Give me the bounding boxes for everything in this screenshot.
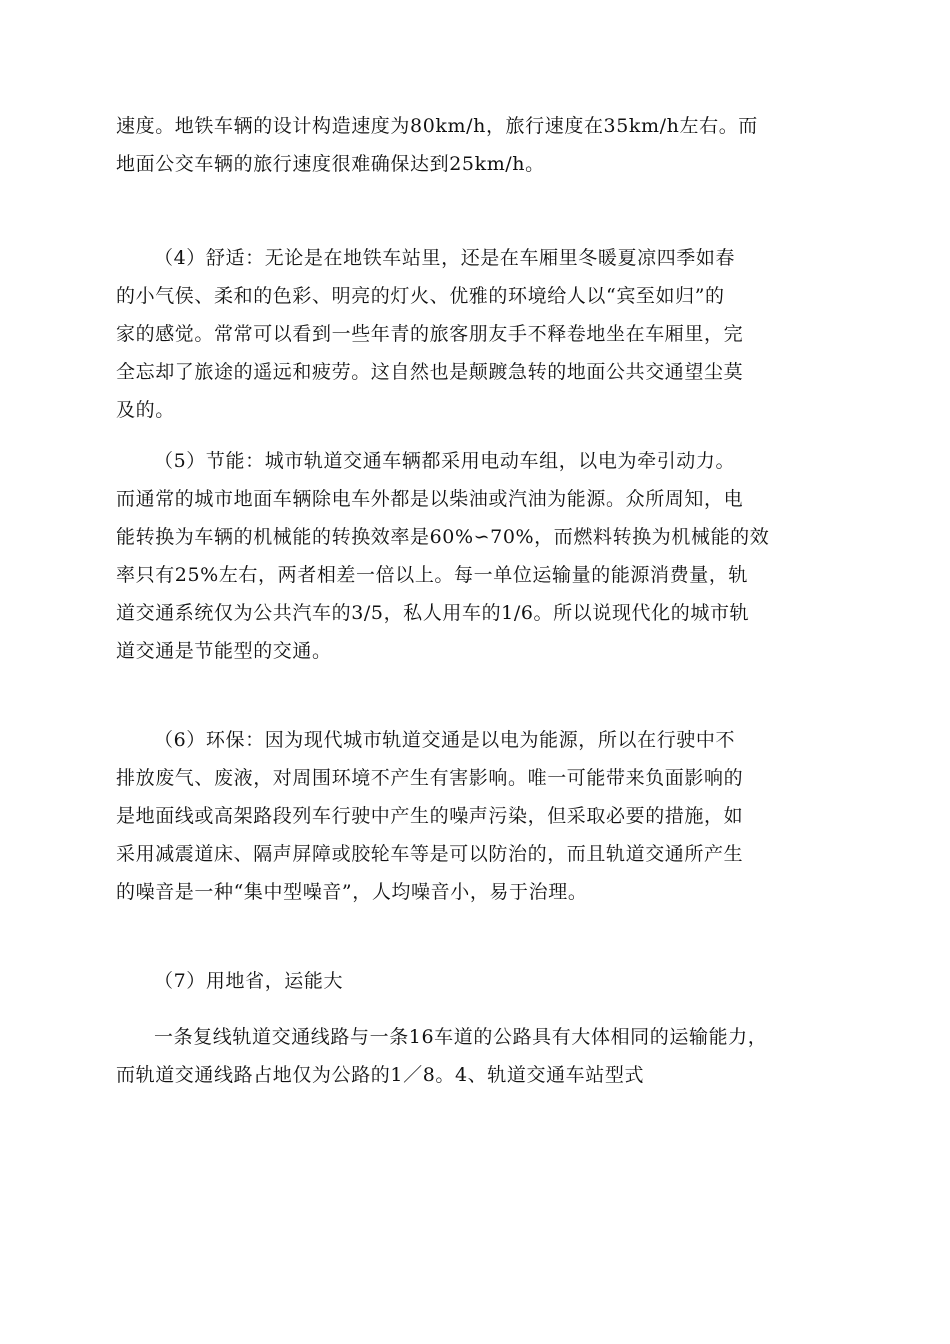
text-line: 道交通是节能型的交通。	[116, 640, 332, 662]
text-line: 家的感觉。常常可以看到一些年青的旅客朋友手不释卷地坐在车厢里，完	[116, 323, 744, 345]
text-line: 排放废气、废液，对周围环境不产生有害影响。唯一可能带来负面影响的	[116, 767, 744, 789]
text-line: 速度。地铁车辆的设计构造速度为80km/h，旅行速度在35km/h左右。而	[116, 115, 758, 137]
text-line: 地面公交车辆的旅行速度很难确保达到25km/h。	[116, 153, 545, 175]
paragraph-energy-saving	[116, 442, 846, 670]
paragraph-comfort	[116, 239, 846, 429]
text-line: 的小气侯、柔和的色彩、明亮的灯火、优雅的环境给人以“宾至如归”的	[116, 285, 725, 307]
paragraph-capacity	[116, 1018, 846, 1094]
text-line: 及的。	[116, 399, 175, 421]
text-line: 采用减震道床、隔声屏障或胶轮车等是可以防治的，而且轨道交通所产生	[116, 843, 744, 865]
paragraph-environmental	[116, 721, 846, 911]
text-line: 全忘却了旅途的遥远和疲劳。这自然也是颠踱急转的地面公共交通望尘莫	[116, 361, 744, 383]
text-line: 而通常的城市地面车辆除电车外都是以柴油或汽油为能源。众所周知，电	[116, 488, 744, 510]
text-line: （6）环保：因为现代城市轨道交通是以电为能源，所以在行驶中不	[154, 729, 736, 751]
text-line: 是地面线或高架路段列车行驶中产生的噪声污染，但采取必要的措施，如	[116, 805, 744, 827]
paragraph-land-use-heading	[116, 962, 846, 1000]
text-line: （7）用地省，运能大	[154, 970, 344, 992]
text-line: （5）节能：城市轨道交通车辆都采用电动车组，以电为牵引动力。	[154, 450, 736, 472]
text-line: 能转换为车辆的机械能的转换效率是60%∽70%，而燃料转换为机械能的效	[116, 526, 770, 548]
paragraph-speed-continued	[116, 107, 846, 183]
text-line: 一条复线轨道交通线路与一条16车道的公路具有大体相同的运输能力，	[154, 1026, 768, 1048]
text-line: （4）舒适：无论是在地铁车站里，还是在车厢里冬暖夏凉四季如春	[154, 247, 736, 269]
text-line: 率只有25%左右，两者相差一倍以上。每一单位运输量的能源消费量，轨	[116, 564, 749, 586]
text-line: 道交通系统仅为公共汽车的3/5，私人用车的1/6。所以说现代化的城市轨	[116, 602, 750, 624]
text-line: 而轨道交通线路占地仅为公路的1／8。4、轨道交通车站型式	[116, 1064, 645, 1086]
text-line: 的噪音是一种“集中型噪音”，人均噪音小，易于治理。	[116, 881, 588, 903]
